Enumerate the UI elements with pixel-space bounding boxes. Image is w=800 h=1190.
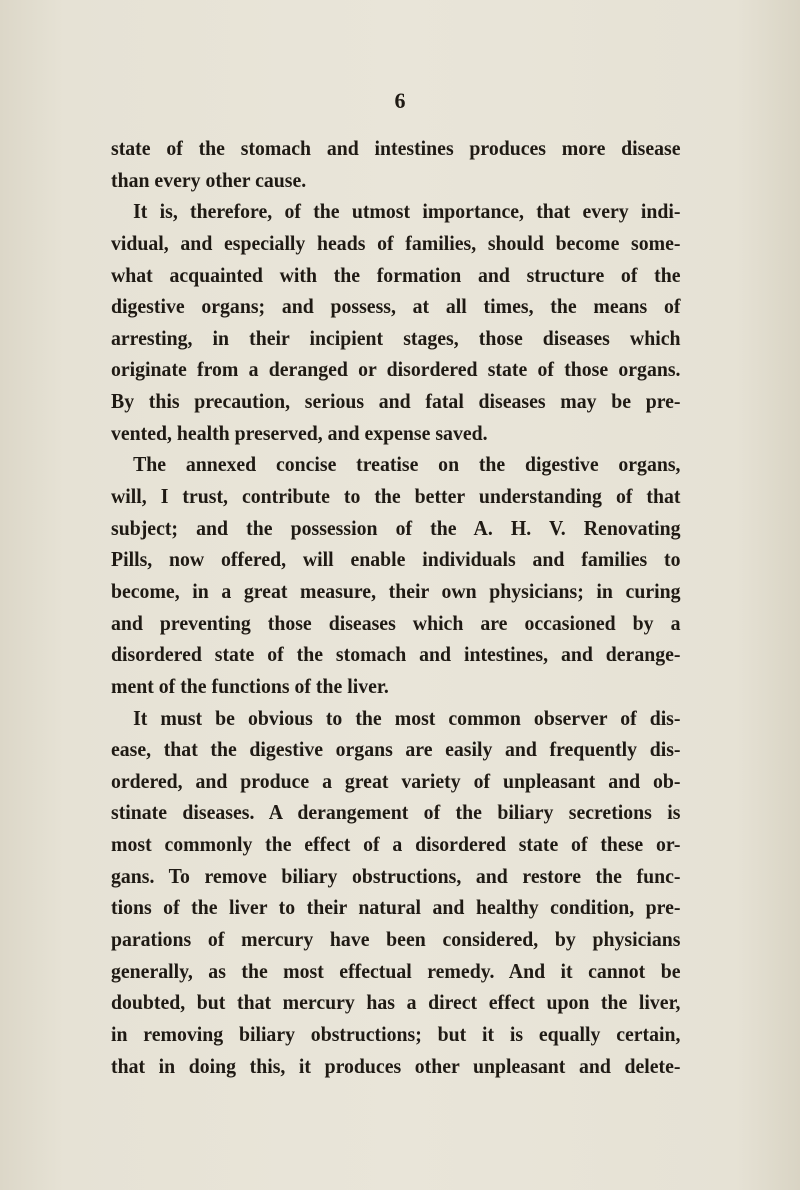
paragraph — [111, 196, 681, 449]
text-line: in removing biliary obstructions; but it is equally certain, — [111, 1021, 681, 1046]
body-text — [111, 133, 681, 1082]
paragraph — [111, 133, 681, 196]
text-line: Pills, now offered, will enable individuals and families to — [111, 547, 681, 572]
text-line: digestive organs; and possess, at all times, the means of — [111, 294, 681, 319]
text-line: and preventing those diseases which are occasioned by a — [111, 610, 681, 635]
text-line: ease, that the digestive organs are easily and frequently dis- — [111, 737, 681, 762]
text-line: By this precaution, serious and fatal diseases may be pre- — [111, 389, 681, 414]
text-line: ordered, and produce a great variety of unpleasant and ob- — [111, 768, 681, 793]
text-line: vidual, and especially heads of families, should become some- — [111, 230, 681, 255]
text-line: gans. To remove biliary obstructions, and restore the func- — [111, 863, 681, 888]
text-line: parations of mercury have been considered, by physicians — [111, 927, 681, 952]
text-line: will, I trust, contribute to the better understanding of that — [111, 484, 681, 509]
text-line: The annexed concise treatise on the digestive organs, — [133, 452, 681, 477]
text-line: state of the stomach and intestines produces more disease — [111, 136, 681, 160]
text-line: ment of the functions of the liver. — [111, 673, 389, 698]
text-line: become, in a great measure, their own physicians; in curing — [111, 578, 681, 603]
text-line: arresting, in their incipient stages, those diseases which — [111, 325, 681, 350]
text-line: than every other cause. — [111, 167, 307, 192]
paragraph — [111, 449, 681, 702]
text-line: vented, health preserved, and expense saved. — [111, 420, 488, 445]
text-line: what acquainted with the formation and structure of the — [111, 262, 681, 287]
text-line: doubted, but that mercury has a direct effect upon the liver, — [111, 990, 681, 1015]
text-line: It must be obvious to the most common observer of dis- — [133, 705, 681, 730]
text-line: disordered state of the stomach and intestines, and derange- — [111, 642, 681, 667]
paragraph — [111, 703, 681, 1083]
text-line: generally, as the most effectual remedy. And it cannot be — [111, 958, 681, 983]
text-line: originate from a deranged or disordered state of those organs. — [111, 357, 681, 382]
text-line: subject; and the possession of the A. H. V. Renovating — [111, 515, 681, 540]
text-line: It is, therefore, of the utmost importance, that every indi- — [133, 199, 681, 224]
text-line: stinate diseases. A derangement of the biliary secretions is — [111, 800, 681, 825]
text-line: most commonly the effect of a disordered state of these or- — [111, 832, 681, 857]
text-line: tions of the liver to their natural and healthy condition, pre- — [111, 895, 681, 920]
text-line: that in doing this, it produces other unpleasant and delete- — [111, 1053, 681, 1078]
page-number: 6 — [394, 88, 406, 113]
